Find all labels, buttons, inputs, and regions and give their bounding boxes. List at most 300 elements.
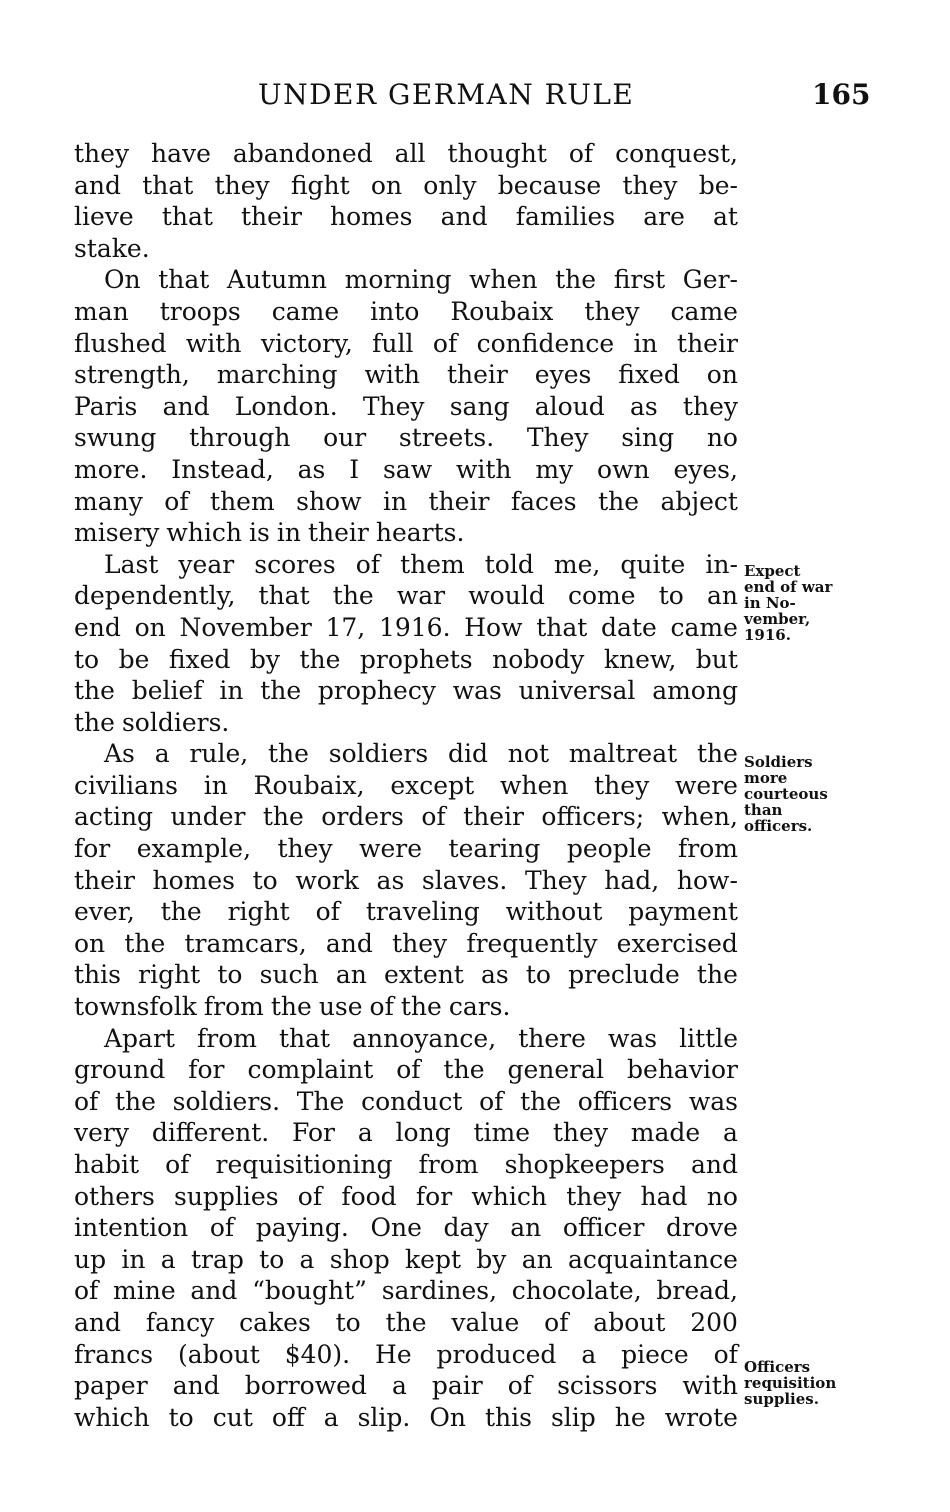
word: they: [584, 296, 640, 326]
word: food: [341, 1181, 397, 1211]
word: pair: [431, 1371, 483, 1401]
text-line: [74, 422, 738, 454]
word: to: [525, 960, 551, 990]
word: of: [209, 1213, 235, 1243]
word: that: [161, 202, 213, 232]
margin-note-line: courteous: [744, 785, 828, 803]
word: that: [279, 1023, 331, 1053]
word: of: [479, 1086, 504, 1116]
word: quite: [620, 549, 686, 579]
word: they: [277, 834, 333, 864]
margin-note-line: supplies.: [744, 1390, 819, 1408]
word: to: [168, 1402, 194, 1432]
word: prophecy: [317, 676, 436, 706]
text-line: [74, 359, 738, 391]
word: they: [622, 170, 678, 200]
word: value: [451, 1307, 520, 1337]
word: had: [640, 1181, 688, 1211]
word: under: [170, 802, 246, 832]
word: work: [295, 865, 359, 895]
word: they: [214, 170, 270, 200]
word: eyes: [534, 360, 592, 390]
word: be: [118, 644, 150, 674]
word: of: [713, 1339, 738, 1369]
word: swung: [74, 423, 157, 453]
word: confidence: [476, 328, 615, 358]
word: which: [74, 1402, 150, 1432]
word: they: [566, 1181, 622, 1211]
word: my: [535, 454, 574, 484]
word: frequently: [466, 928, 598, 958]
word: to: [335, 1307, 361, 1337]
word: civilians: [74, 770, 178, 800]
word: kept: [405, 1244, 462, 1274]
word: long: [395, 1118, 451, 1148]
text-line: [74, 1370, 738, 1402]
word: that: [158, 265, 210, 295]
text-line: [74, 738, 738, 770]
word: drove: [666, 1213, 738, 1243]
word: of: [164, 486, 189, 516]
word: more.: [74, 454, 148, 484]
text-line: [74, 1244, 738, 1276]
word: the: [332, 581, 374, 611]
word: in-: [705, 549, 738, 579]
word: the: [270, 992, 312, 1022]
text-line: [74, 296, 738, 328]
word: very: [74, 1118, 129, 1148]
word: soldiers.: [172, 1086, 281, 1116]
word: them: [400, 549, 465, 579]
word: misery: [74, 518, 160, 548]
word: on: [370, 170, 403, 200]
word: is: [249, 518, 270, 548]
word: eyes,: [673, 454, 738, 484]
running-head: UNDER GERMAN RULE: [258, 78, 635, 111]
word: the: [598, 486, 640, 516]
word: of: [568, 139, 594, 168]
text-line: [74, 1275, 738, 1307]
word: this: [484, 1402, 532, 1432]
margin-note-officers-requisition: [744, 1359, 874, 1407]
word: had,: [604, 865, 660, 895]
text-line: [74, 991, 738, 1023]
word: from: [197, 1023, 257, 1053]
word: slaves.: [421, 865, 508, 895]
word: fancy: [145, 1307, 215, 1337]
text-line: [74, 770, 738, 802]
word: fixed: [618, 360, 680, 390]
word: 1916.: [378, 612, 451, 642]
word: a: [581, 1339, 597, 1369]
text-line: [74, 1054, 738, 1086]
word: bread,: [656, 1276, 738, 1306]
word: no: [706, 1181, 738, 1211]
word: Roubaix: [450, 296, 554, 326]
word: wrote: [664, 1402, 738, 1432]
word: would: [468, 581, 545, 611]
word: have: [151, 139, 211, 168]
word: their: [446, 360, 508, 390]
word: their: [463, 802, 524, 832]
word: different.: [151, 1118, 270, 1148]
word: as: [376, 865, 405, 895]
word: cars.: [448, 992, 511, 1022]
word: but: [695, 644, 738, 674]
word: was: [688, 1086, 738, 1116]
word: without: [505, 897, 603, 927]
word: them: [210, 486, 275, 516]
word: chocolate,: [511, 1276, 642, 1306]
word: homes: [330, 202, 413, 232]
word: people: [566, 834, 652, 864]
word: our: [323, 423, 367, 453]
word: example,: [136, 834, 252, 864]
word: extent: [383, 960, 464, 990]
word: supplies: [174, 1181, 279, 1211]
word: the: [160, 897, 202, 927]
word: come: [567, 581, 636, 611]
word: he: [614, 1402, 646, 1432]
word: Apart: [104, 1023, 175, 1053]
text-line: [74, 833, 738, 865]
word: and: [172, 1371, 220, 1401]
word: knew,: [603, 644, 677, 674]
word: as: [481, 960, 509, 990]
word: told: [484, 549, 534, 579]
word: and: [440, 202, 488, 232]
word: in: [203, 770, 228, 800]
word: a: [160, 1244, 176, 1274]
word: was: [452, 676, 502, 706]
word: of: [315, 897, 340, 927]
word: at: [713, 202, 738, 232]
word: preclude: [568, 960, 680, 990]
word: abandoned: [232, 139, 373, 168]
word: the: [696, 960, 738, 990]
word: of: [369, 992, 394, 1022]
word: fixed: [168, 644, 231, 674]
word: all: [394, 139, 426, 168]
word: shop: [329, 1244, 390, 1274]
word: conduct: [361, 1086, 463, 1116]
text-line: [74, 391, 738, 423]
word: They: [524, 865, 587, 895]
word: which: [471, 1181, 547, 1211]
word: of: [74, 1086, 99, 1116]
text-line: [74, 801, 738, 833]
word: war: [396, 581, 446, 611]
word: the: [260, 676, 302, 706]
word: of: [421, 802, 446, 832]
word: up: [74, 1244, 107, 1274]
word: with: [364, 360, 421, 390]
word: universal: [518, 676, 636, 706]
word: soldiers.: [121, 707, 230, 737]
word: they: [682, 391, 738, 421]
text-line: [74, 1023, 738, 1055]
word: ground: [74, 1055, 166, 1085]
word: the: [267, 739, 309, 769]
word: requisitioning: [215, 1150, 393, 1179]
word: from: [418, 1150, 479, 1179]
text-line: [74, 201, 738, 233]
word: that: [142, 170, 194, 200]
margin-note-line: Expect: [744, 562, 801, 580]
word: complaint: [247, 1055, 374, 1085]
word: full: [372, 328, 414, 358]
word: were: [675, 770, 738, 800]
word: among: [652, 676, 738, 706]
word: families: [515, 202, 616, 232]
margin-note-line: in No-: [744, 594, 796, 612]
word: as: [297, 454, 326, 484]
word: of: [507, 1371, 533, 1401]
margin-note-line: end of war: [744, 578, 833, 596]
word: November: [179, 612, 312, 642]
word: little: [679, 1023, 738, 1053]
word: because: [497, 170, 602, 200]
word: Instead,: [171, 454, 274, 484]
word: through: [189, 423, 291, 453]
text-line: [74, 707, 738, 739]
word: the: [124, 928, 166, 958]
word: and: [74, 170, 122, 200]
word: general: [507, 1055, 605, 1085]
word: in: [276, 518, 301, 548]
word: with: [682, 1371, 738, 1401]
word: lieve: [74, 202, 134, 232]
word: about: [593, 1307, 666, 1337]
word: use: [318, 992, 363, 1022]
text-line: [74, 896, 738, 928]
word: abject: [660, 486, 738, 516]
word: For: [292, 1118, 336, 1148]
word: an: [521, 1244, 553, 1274]
text-line: [74, 138, 738, 170]
text-line: [74, 612, 738, 644]
text-line: [74, 233, 738, 265]
word: their: [241, 202, 302, 232]
word: of: [432, 328, 458, 358]
word: the: [520, 1086, 562, 1116]
text-line: [74, 264, 738, 296]
word: such: [259, 960, 319, 990]
word: morning: [344, 265, 452, 295]
word: time: [473, 1118, 531, 1148]
word: orders: [321, 802, 404, 832]
word: made: [630, 1118, 701, 1148]
word: on: [134, 612, 166, 642]
word: there: [518, 1023, 586, 1053]
word: their: [307, 518, 369, 548]
word: hearts.: [375, 518, 465, 548]
word: me,: [553, 549, 601, 579]
word: and: [325, 928, 373, 958]
word: They: [362, 391, 425, 421]
word: sing: [621, 423, 675, 453]
word: how-: [676, 865, 738, 895]
word: came: [271, 296, 340, 326]
word: to: [259, 1244, 285, 1274]
word: the: [262, 802, 304, 832]
word: of: [74, 1276, 99, 1306]
word: conquest,: [615, 139, 738, 168]
word: London.: [234, 391, 338, 421]
word: their: [74, 865, 135, 895]
word: of: [355, 549, 381, 579]
word: nobody: [492, 644, 585, 674]
word: 200: [690, 1307, 738, 1337]
word: and: [190, 1276, 238, 1306]
word: thought: [447, 139, 547, 168]
word: scores: [254, 549, 336, 579]
margin-note-line: Officers: [744, 1358, 811, 1376]
word: borrowed: [244, 1371, 367, 1401]
word: by: [249, 644, 280, 674]
text-line: [74, 1339, 738, 1371]
word: fight: [290, 170, 350, 200]
word: be-: [698, 170, 738, 200]
text-line: [74, 517, 738, 549]
word: They: [526, 423, 589, 453]
word: with: [185, 328, 242, 358]
word: the: [74, 707, 115, 737]
word: end: [74, 612, 121, 642]
text-line: [74, 1086, 738, 1118]
word: own: [597, 454, 650, 484]
word: off: [271, 1402, 305, 1432]
word: aloud: [534, 391, 605, 421]
text-line: [74, 454, 738, 486]
word: not: [507, 739, 549, 769]
word: scissors: [557, 1371, 658, 1401]
word: of: [297, 1181, 323, 1211]
text-line: [74, 865, 738, 897]
word: on: [74, 928, 106, 958]
word: paying.: [255, 1213, 349, 1243]
word: an: [706, 581, 738, 611]
word: by: [476, 1244, 507, 1274]
word: except: [390, 770, 475, 800]
word: Last: [104, 549, 159, 579]
word: prophets: [359, 644, 473, 674]
word: On: [429, 1402, 466, 1432]
word: paper: [74, 1371, 148, 1401]
text-line: [74, 928, 738, 960]
text-line: [74, 644, 738, 676]
word: right: [227, 897, 290, 927]
word: Roubaix,: [253, 770, 365, 800]
word: I: [349, 454, 360, 484]
word: they: [552, 1118, 608, 1148]
word: they: [74, 139, 130, 168]
word: a: [357, 1118, 373, 1148]
word: and: [690, 1150, 738, 1179]
word: acquaintance: [568, 1244, 738, 1274]
word: faces: [510, 486, 577, 516]
margin-note-line: Soldiers: [744, 753, 813, 771]
word: officers: [577, 1086, 673, 1116]
word: day: [443, 1213, 489, 1243]
word: with: [455, 454, 512, 484]
word: did: [447, 739, 488, 769]
text-line: [74, 1149, 738, 1181]
text-line: [74, 170, 738, 202]
word: tramcars,: [184, 928, 307, 958]
margin-note-line: 1916.: [744, 626, 791, 644]
word: show: [296, 486, 362, 516]
word: He: [375, 1339, 412, 1369]
word: a: [299, 1244, 315, 1274]
word: in: [633, 328, 658, 358]
word: many: [74, 486, 143, 516]
word: came: [670, 612, 738, 642]
text-line: [74, 486, 738, 518]
word: ever,: [74, 897, 135, 927]
word: the: [555, 265, 597, 295]
word: acting: [74, 802, 154, 832]
word: cut: [212, 1402, 253, 1432]
word: victory,: [260, 328, 353, 358]
word: shopkeepers: [504, 1150, 665, 1179]
text-line: [74, 1181, 738, 1213]
word: on: [706, 360, 738, 390]
text-line: [74, 1402, 738, 1434]
word: One: [370, 1213, 422, 1243]
word: “bought”: [252, 1276, 367, 1306]
word: into: [370, 296, 420, 326]
word: to: [217, 960, 243, 990]
word: francs: [74, 1339, 154, 1369]
word: saw: [382, 454, 433, 484]
word: 17,: [325, 612, 366, 642]
word: The: [296, 1086, 345, 1116]
word: that: [536, 612, 588, 642]
margin-note-line: than: [744, 801, 783, 819]
word: only: [423, 170, 477, 200]
word: the: [299, 644, 341, 674]
word: when,: [661, 802, 738, 832]
word: annoyance,: [352, 1023, 497, 1053]
margin-note-line: more: [744, 769, 788, 787]
word: dependently,: [74, 581, 236, 611]
word: as: [630, 391, 658, 421]
word: to: [74, 644, 100, 674]
word: exercised: [616, 928, 738, 958]
word: slip: [550, 1402, 596, 1432]
word: man: [74, 296, 129, 326]
word: were: [359, 834, 423, 864]
word: tearing: [448, 834, 541, 864]
word: for: [188, 1055, 225, 1085]
page-header: [0, 78, 950, 118]
word: troops: [159, 296, 241, 326]
word: officer: [562, 1213, 645, 1243]
word: a: [154, 739, 170, 769]
word: streets.: [398, 423, 495, 453]
word: intention: [74, 1213, 189, 1243]
word: to: [252, 865, 278, 895]
word: Ger-: [682, 265, 738, 295]
word: and: [162, 391, 210, 421]
word: this: [74, 960, 121, 990]
word: Autumn: [226, 265, 328, 295]
word: was: [607, 1023, 658, 1053]
text-line: [74, 675, 738, 707]
text-line: [74, 580, 738, 612]
word: date: [601, 612, 657, 642]
